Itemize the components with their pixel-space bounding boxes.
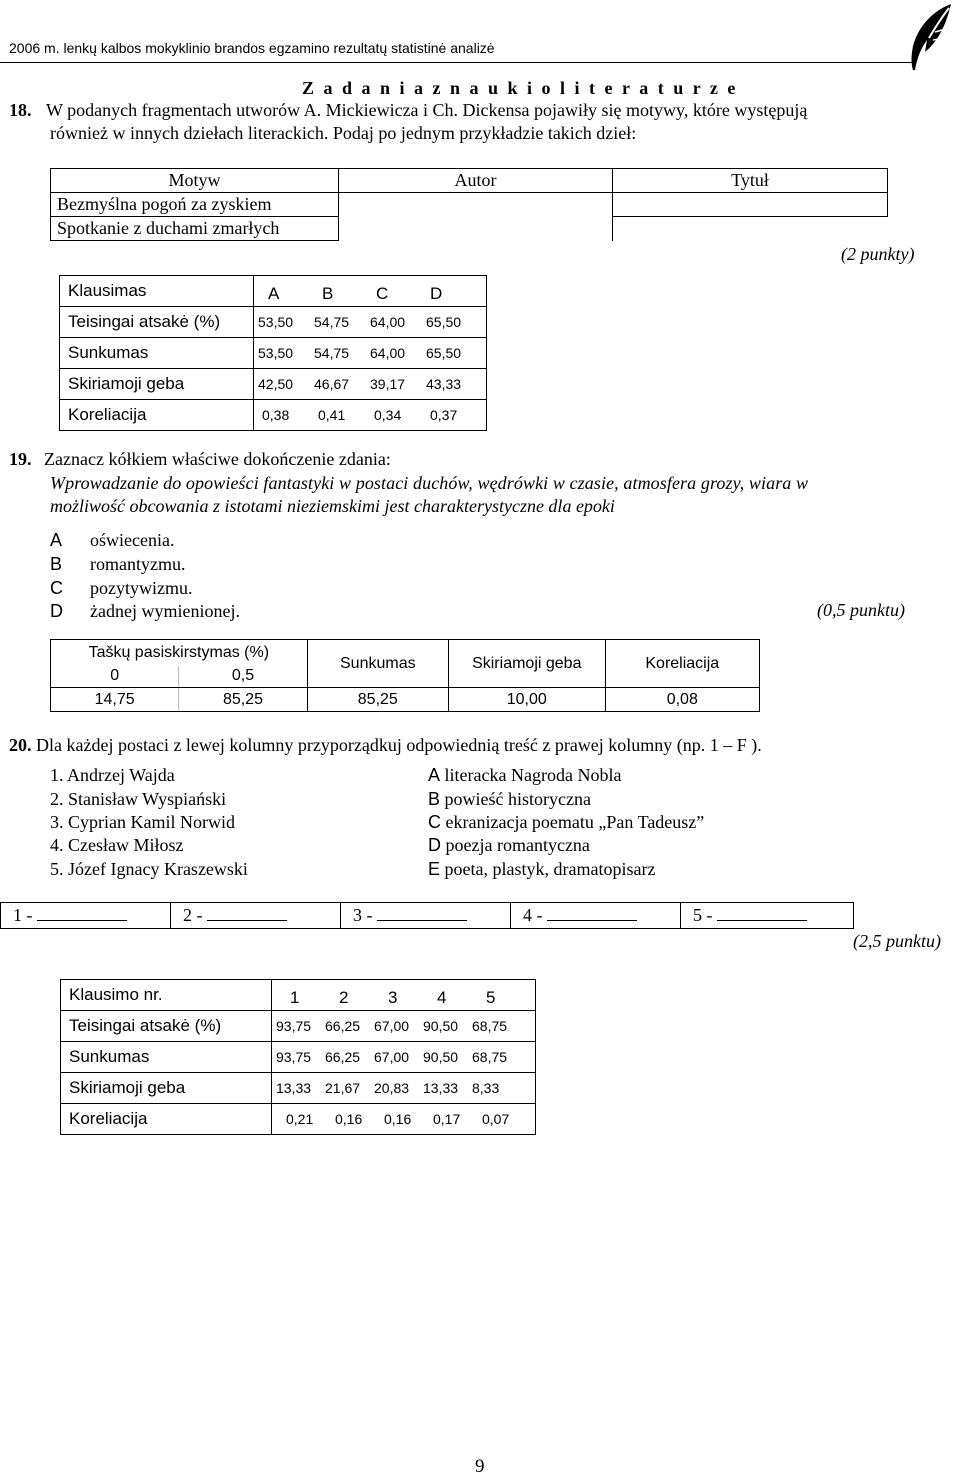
stats-value: 65,50 [426, 314, 462, 330]
stats-value: 4 [437, 988, 447, 1007]
stats-value: 39,17 [370, 376, 406, 392]
stats-value: 93,75 [276, 1018, 312, 1034]
answer-label: 1 - [13, 905, 33, 925]
stats-value: 93,75 [276, 1049, 312, 1065]
q18-text: W podanych fragmentach utworów A. Mickiewicza i Ch. Dickensa pojawiły się motywy, które występują [46, 100, 808, 120]
stats-values [272, 980, 536, 1011]
answer-blank[interactable] [37, 905, 127, 921]
stats-value: 8,33 [472, 1080, 500, 1096]
stats-value: 43,33 [426, 376, 462, 392]
stats-value: 3 [388, 988, 398, 1007]
q20-right-item [428, 811, 704, 834]
stats-header: Sunkumas [307, 640, 448, 688]
stats-values [254, 276, 487, 307]
option-text: oświecenia. [90, 530, 175, 550]
stats-label: Teisingai atsakė (%) [61, 1011, 272, 1042]
answer-cell[interactable] [1, 903, 171, 929]
q20-points: (2,5 punktu) [853, 931, 941, 951]
stats-value: 0,17 [433, 1111, 461, 1127]
q20-right-item [428, 788, 591, 811]
answer-blank[interactable] [717, 905, 807, 921]
stats-header: Taškų pasiskirstymas (%) [51, 640, 308, 666]
q20-text: Dla każdej postaci z lewej kolumny przyporządkuj odpowiednią treść z prawej kolumny (np. 1 – F ). [36, 735, 762, 755]
q20-left-item: 1. Andrzej Wajda [50, 765, 175, 785]
stats-header: Koreliacija [605, 640, 759, 688]
q20-left-item: 5. Józef Ignacy Kraszewski [50, 859, 248, 879]
option-letter: B [50, 554, 63, 574]
stats-value: 67,00 [374, 1018, 410, 1034]
option-text: pozytywizmu. [90, 578, 193, 598]
stats-value: 0,08 [605, 688, 759, 712]
q19-text-line1: Wprowadzanie do opowieści fantastyki w postaci duchów, wędrówki w czasie, atmosfera grozy, wiara w [50, 473, 809, 493]
q19-option-d[interactable] [50, 600, 240, 623]
q19-option-b[interactable] [50, 553, 185, 576]
answer-cell[interactable] [171, 903, 341, 929]
q19-stats-table [50, 639, 760, 712]
stats-label: Klausimo nr. [61, 980, 272, 1011]
stats-label: Klausimas [60, 276, 254, 307]
stats-value: 20,83 [374, 1080, 410, 1096]
q19-instruction-line [9, 448, 391, 471]
col-header-title: Tytuł [613, 169, 888, 193]
author-input-cell[interactable] [339, 217, 613, 241]
q18-points: (2 punkty) [841, 244, 915, 264]
answer-label: 5 - [693, 905, 713, 925]
stats-label: Skiriamoji geba [61, 1073, 272, 1104]
stats-value: 0,37 [430, 407, 458, 423]
stats-value: 0,41 [318, 407, 346, 423]
q19-option-c[interactable] [50, 577, 192, 600]
q20-right-item [428, 834, 590, 857]
stats-values [272, 1104, 536, 1135]
q20-left-item: 2. Stanisław Wyspiański [50, 789, 227, 809]
q18-number: 18. [9, 100, 32, 120]
item-letter: D [428, 835, 441, 855]
answer-blank[interactable] [377, 905, 467, 921]
item-text: poeta, plastyk, dramatopisarz [444, 859, 656, 879]
page-header-title: 2006 m. lenkų kalbos mokyklinio brandos egzamino rezultatų statistinė analizė [9, 40, 495, 56]
item-letter: A [428, 765, 441, 785]
col-header-motive: Motyw [51, 169, 339, 193]
stats-values [272, 1073, 536, 1104]
stats-value: B [322, 284, 334, 303]
stats-value: 85,25 [179, 688, 307, 712]
answer-label: 4 - [523, 905, 543, 925]
stats-values [254, 338, 487, 369]
item-text: poezja romantyczna [445, 835, 590, 855]
stats-value: D [430, 284, 443, 303]
stats-value: 66,25 [325, 1018, 361, 1034]
q20-right-item [428, 764, 621, 787]
stats-values [254, 307, 487, 338]
stats-value: 53,50 [258, 314, 294, 330]
answer-cell[interactable] [511, 903, 681, 929]
item-text: ekranizacja poematu „Pan Tadeusz” [445, 812, 705, 832]
stats-subheader: 0 [51, 666, 179, 688]
stats-label: Teisingai atsakė (%) [60, 307, 254, 338]
stats-value: 65,50 [426, 345, 462, 361]
stats-label: Sunkumas [60, 338, 254, 369]
stats-value: 46,67 [314, 376, 350, 392]
item-text: powieść historyczna [444, 789, 591, 809]
stats-header: Skiriamoji geba [448, 640, 605, 688]
option-letter: A [50, 530, 63, 550]
q20-right-item [428, 858, 655, 881]
option-letter: C [50, 578, 63, 598]
q20-left-item: 3. Cyprian Kamil Norwid [50, 812, 235, 832]
stats-value: 0,16 [384, 1111, 412, 1127]
q19-points: (0,5 punktu) [817, 600, 905, 620]
motive-cell: Bezmyślna pogoń za zyskiem [51, 193, 339, 217]
option-text: romantyzmu. [90, 554, 186, 574]
q19-number: 19. [9, 449, 32, 469]
answer-label: 3 - [353, 905, 373, 925]
stats-value: 0,07 [482, 1111, 510, 1127]
title-input-cell[interactable] [613, 217, 888, 241]
q19-text-line2: możliwość obcowania z istotami nieziemskimi jest charakterystyczne dla epoki [50, 496, 615, 516]
stats-value: 54,75 [314, 345, 350, 361]
stats-value: 67,00 [374, 1049, 410, 1065]
stats-value: 64,00 [370, 345, 406, 361]
stats-values [272, 1042, 536, 1073]
answer-blank[interactable] [547, 905, 637, 921]
stats-value: 1 [290, 988, 300, 1007]
q18-stats-table [59, 275, 487, 431]
q20-text-line [9, 734, 762, 757]
item-text: literacka Nagroda Nobla [444, 765, 622, 785]
stats-value: 53,50 [258, 345, 294, 361]
stats-label: Koreliacija [61, 1104, 272, 1135]
section-title: Z a d a n i a z n a u k i o l i t e r a t u r z e [302, 78, 738, 98]
header-rule [0, 62, 912, 63]
stats-value: 13,33 [423, 1080, 459, 1096]
option-letter: D [50, 601, 63, 621]
stats-value: 10,00 [448, 688, 605, 712]
item-letter: C [428, 812, 441, 832]
stats-value: 0,38 [262, 407, 290, 423]
q20-number: 20. [9, 735, 32, 755]
q18-text-line1 [9, 99, 807, 122]
stats-value: 90,50 [423, 1018, 459, 1034]
stats-value: 68,75 [472, 1018, 508, 1034]
stats-value: 54,75 [314, 314, 350, 330]
answer-cell[interactable] [681, 903, 854, 929]
stats-value: A [268, 284, 280, 303]
stats-value: 64,00 [370, 314, 406, 330]
answer-cell[interactable] [341, 903, 511, 929]
col-header-author: Autor [339, 169, 613, 193]
stats-value: 14,75 [51, 688, 179, 712]
stats-value: 5 [486, 988, 496, 1007]
q18-motive-table [50, 168, 888, 241]
answer-label: 2 - [183, 905, 203, 925]
stats-value: 85,25 [307, 688, 448, 712]
page-number: 9 [475, 1456, 485, 1474]
stats-value: 0,16 [335, 1111, 363, 1127]
motive-cell: Spotkanie z duchami zmarłych [51, 217, 339, 241]
stats-value: 90,50 [423, 1049, 459, 1065]
stats-value: 42,50 [258, 376, 294, 392]
stats-value: 66,25 [325, 1049, 361, 1065]
q18-text-line2: również w innych dziełach literackich. Podaj po jednym przykładzie takich dzieł: [50, 123, 637, 143]
stats-subheader: 0,5 [179, 666, 307, 688]
stats-values [254, 369, 487, 400]
stats-value: C [376, 284, 389, 303]
q20-answer-table [0, 902, 854, 929]
item-letter: B [428, 789, 441, 809]
stats-label: Sunkumas [61, 1042, 272, 1073]
q20-stats-table [60, 979, 536, 1135]
author-input-cell[interactable] [339, 193, 613, 217]
q19-instruction: Zaznacz kółkiem właściwe dokończenie zdania: [44, 449, 391, 469]
item-letter: E [428, 859, 441, 879]
q20-left-item: 4. Czesław Miłosz [50, 835, 184, 855]
stats-values [272, 1011, 536, 1042]
stats-value: 0,34 [374, 407, 402, 423]
stats-label: Koreliacija [60, 400, 254, 431]
q19-option-a[interactable] [50, 529, 174, 552]
stats-value: 0,21 [286, 1111, 314, 1127]
stats-label: Skiriamoji geba [60, 369, 254, 400]
option-text: żadnej wymienionej. [90, 601, 240, 621]
stats-value: 2 [339, 988, 349, 1007]
stats-value: 13,33 [276, 1080, 312, 1096]
title-input-cell[interactable] [613, 193, 888, 217]
stats-value: 21,67 [325, 1080, 361, 1096]
stats-value: 68,75 [472, 1049, 508, 1065]
answer-blank[interactable] [207, 905, 287, 921]
feather-logo-icon [905, 2, 959, 72]
stats-values [254, 400, 487, 431]
